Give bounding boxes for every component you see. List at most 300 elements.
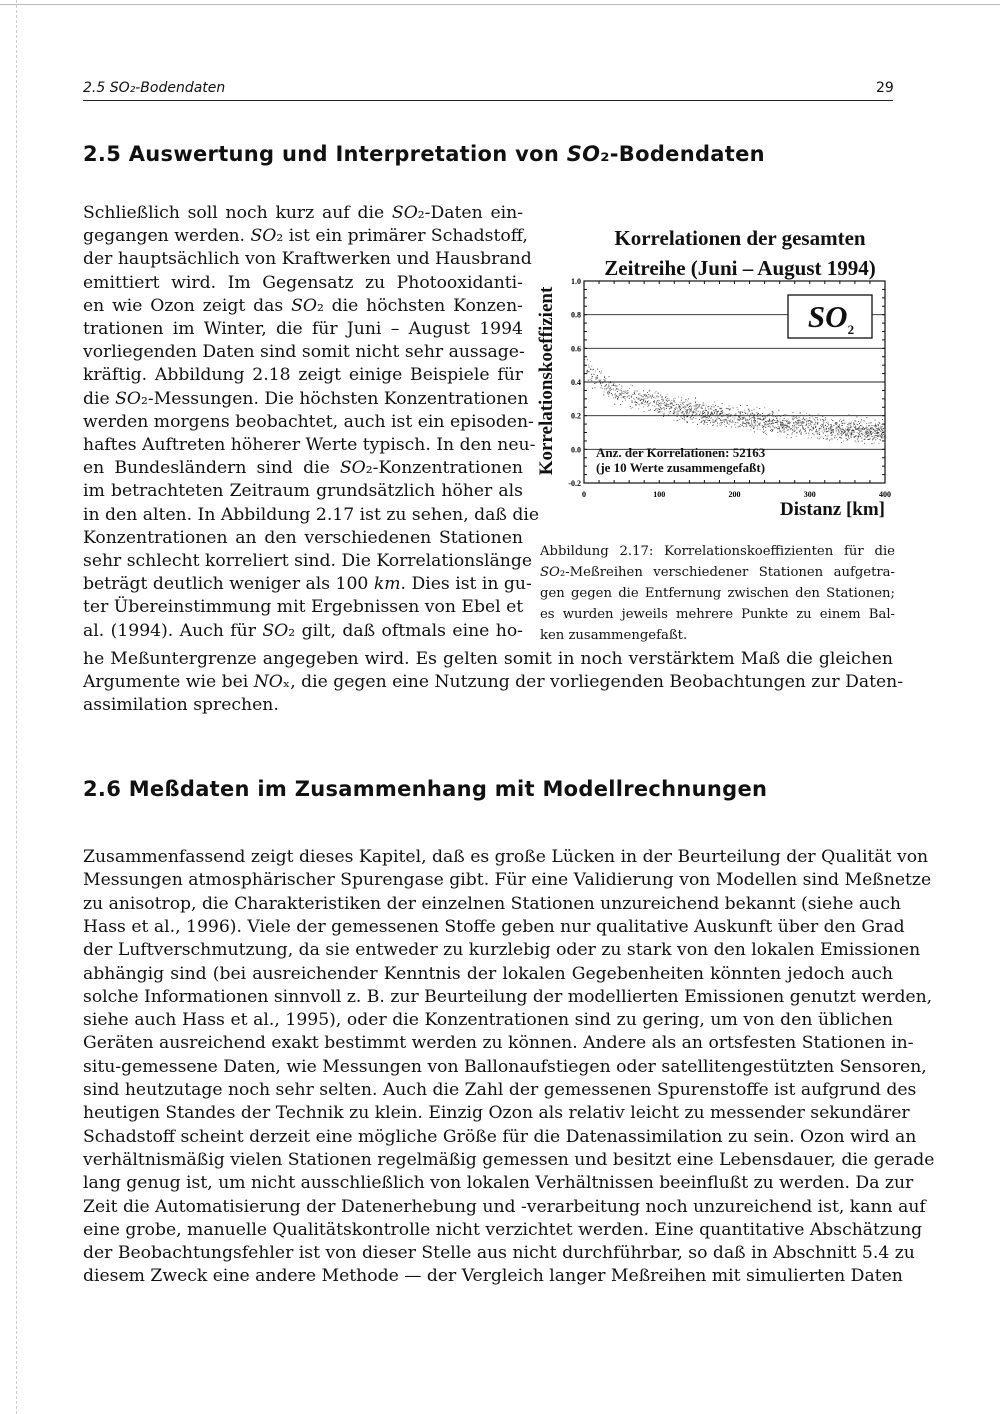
- data-point: [854, 432, 855, 433]
- data-point: [774, 427, 775, 428]
- data-point: [786, 421, 787, 422]
- data-point: [860, 431, 861, 432]
- data-point: [825, 431, 826, 432]
- data-point: [784, 418, 785, 419]
- data-point: [857, 428, 858, 429]
- data-point: [784, 429, 785, 430]
- data-point: [809, 435, 810, 436]
- data-point: [854, 424, 855, 425]
- data-point: [676, 407, 677, 408]
- data-point: [831, 424, 832, 425]
- data-point: [859, 428, 860, 429]
- data-point: [809, 415, 810, 416]
- data-point: [680, 404, 681, 405]
- data-point: [601, 387, 602, 388]
- data-point: [785, 414, 786, 415]
- data-point: [614, 404, 615, 405]
- text-line: kräftig. Abbildung 2.18 zeigt einige Beispiele für: [83, 365, 523, 386]
- data-point: [859, 423, 860, 424]
- data-point: [649, 397, 650, 398]
- data-point: [666, 396, 667, 397]
- data-point: [691, 403, 692, 404]
- data-point: [866, 423, 867, 424]
- data-point: [724, 421, 725, 422]
- data-point: [674, 412, 675, 413]
- data-point: [805, 428, 806, 429]
- data-point: [875, 437, 876, 438]
- text-line: SO₂-Meßreihen verschiedener Stationen aufgetra-: [540, 565, 895, 580]
- data-point: [882, 424, 883, 425]
- running-title: 2.5 SO₂-Bodendaten: [83, 80, 226, 96]
- data-point: [726, 416, 727, 417]
- data-point: [806, 418, 807, 419]
- data-point: [765, 427, 766, 428]
- data-point: [711, 413, 712, 414]
- data-point: [796, 424, 797, 425]
- data-point: [833, 430, 834, 431]
- data-point: [629, 388, 630, 389]
- data-point: [757, 421, 758, 422]
- data-point: [654, 406, 655, 407]
- data-point: [852, 429, 853, 430]
- data-point: [751, 422, 752, 423]
- data-point: [655, 398, 656, 399]
- data-point: [796, 428, 797, 429]
- data-point: [692, 414, 693, 415]
- data-point: [678, 410, 679, 411]
- data-point: [808, 423, 809, 424]
- data-point: [875, 425, 876, 426]
- data-point: [858, 441, 859, 442]
- data-point: [877, 428, 878, 429]
- data-point: [690, 410, 691, 411]
- data-point: [782, 422, 783, 423]
- data-point: [719, 418, 720, 419]
- data-point: [671, 400, 672, 401]
- text-line: vorliegenden Daten sind somit nicht sehr aussage-: [83, 342, 525, 363]
- data-point: [805, 425, 806, 426]
- data-point: [739, 420, 740, 421]
- data-point: [701, 422, 702, 423]
- data-point: [730, 419, 731, 420]
- data-point: [855, 429, 856, 430]
- data-point: [800, 433, 801, 434]
- data-point: [708, 406, 709, 407]
- data-point: [711, 409, 712, 410]
- data-point: [595, 387, 596, 388]
- data-point: [830, 439, 831, 440]
- data-point: [815, 417, 816, 418]
- data-point: [695, 408, 696, 409]
- data-point: [873, 438, 874, 439]
- data-point: [712, 404, 713, 405]
- data-point: [703, 420, 704, 421]
- data-point: [666, 404, 667, 405]
- data-point: [880, 426, 881, 427]
- data-point: [703, 405, 704, 406]
- data-point: [874, 433, 875, 434]
- data-point: [765, 433, 766, 434]
- data-point: [832, 430, 833, 431]
- data-point: [637, 403, 638, 404]
- data-point: [665, 405, 666, 406]
- data-point: [647, 403, 648, 404]
- data-point: [721, 408, 722, 409]
- data-point: [605, 378, 606, 379]
- data-point: [701, 421, 702, 422]
- data-point: [717, 423, 718, 424]
- data-point: [854, 423, 855, 424]
- data-point: [737, 407, 738, 408]
- data-point: [875, 439, 876, 440]
- data-point: [823, 422, 824, 423]
- data-point: [717, 412, 718, 413]
- data-point: [713, 424, 714, 425]
- data-point: [825, 417, 826, 418]
- data-point: [745, 420, 746, 421]
- data-point: [823, 427, 824, 428]
- data-point: [720, 415, 721, 416]
- data-point: [685, 399, 686, 400]
- data-point: [846, 436, 847, 437]
- data-point: [848, 431, 849, 432]
- data-point: [877, 430, 878, 431]
- data-point: [869, 435, 870, 436]
- data-point: [621, 388, 622, 389]
- data-point: [691, 408, 692, 409]
- data-point: [752, 425, 753, 426]
- data-point: [678, 406, 679, 407]
- data-point: [620, 394, 621, 395]
- data-point: [768, 426, 769, 427]
- data-point: [694, 415, 695, 416]
- data-point: [869, 423, 870, 424]
- data-point: [817, 434, 818, 435]
- data-point: [683, 415, 684, 416]
- data-point: [762, 431, 763, 432]
- data-point: [880, 431, 881, 432]
- data-point: [802, 426, 803, 427]
- data-point: [732, 415, 733, 416]
- data-point: [872, 439, 873, 440]
- data-point: [625, 396, 626, 397]
- data-point: [732, 422, 733, 423]
- data-point: [635, 404, 636, 405]
- data-point: [728, 420, 729, 421]
- data-point: [631, 396, 632, 397]
- data-point: [681, 413, 682, 414]
- data-point: [593, 369, 594, 370]
- data-point: [707, 416, 708, 417]
- data-point: [588, 380, 589, 381]
- y-tick-label: 0.4: [571, 378, 581, 387]
- annotation-count: Anz. der Korrelationen: 52163: [596, 445, 766, 460]
- data-point: [604, 376, 605, 377]
- data-point: [781, 415, 782, 416]
- data-point: [845, 428, 846, 429]
- data-point: [678, 411, 679, 412]
- data-point: [854, 427, 855, 428]
- data-point: [854, 437, 855, 438]
- data-point: [587, 371, 588, 372]
- data-point: [872, 429, 873, 430]
- data-point: [663, 401, 664, 402]
- data-point: [749, 425, 750, 426]
- data-point: [775, 422, 776, 423]
- data-point: [808, 433, 809, 434]
- data-point: [660, 407, 661, 408]
- data-point: [791, 428, 792, 429]
- data-point: [614, 394, 615, 395]
- data-point: [610, 390, 611, 391]
- data-point: [812, 427, 813, 428]
- data-point: [728, 408, 729, 409]
- data-point: [855, 421, 856, 422]
- data-point: [744, 416, 745, 417]
- data-point: [792, 432, 793, 433]
- data-point: [852, 430, 853, 431]
- data-point: [850, 425, 851, 426]
- data-point: [820, 425, 821, 426]
- data-point: [837, 433, 838, 434]
- data-point: [689, 412, 690, 413]
- text-line: Argumente wie bei NOₓ, die gegen eine Nutzung der vorliegenden Beobachtungen zur Daten-: [83, 672, 904, 693]
- data-point: [749, 410, 750, 411]
- data-point: [617, 399, 618, 400]
- data-point: [591, 374, 592, 375]
- data-point: [727, 417, 728, 418]
- data-point: [707, 420, 708, 421]
- data-point: [819, 434, 820, 435]
- data-point: [703, 413, 704, 414]
- data-point: [721, 413, 722, 414]
- data-point: [695, 401, 696, 402]
- data-point: [748, 409, 749, 410]
- data-point: [720, 425, 721, 426]
- data-point: [828, 428, 829, 429]
- data-point: [837, 428, 838, 429]
- data-point: [695, 402, 696, 403]
- data-point: [636, 402, 637, 403]
- data-point: [827, 431, 828, 432]
- data-point: [629, 395, 630, 396]
- data-point: [784, 431, 785, 432]
- data-point: [855, 426, 856, 427]
- data-point: [616, 388, 617, 389]
- data-point: [693, 422, 694, 423]
- data-point: [837, 423, 838, 424]
- data-point: [873, 425, 874, 426]
- data-point: [850, 427, 851, 428]
- data-point: [619, 384, 620, 385]
- data-point: [798, 422, 799, 423]
- data-point: [708, 406, 709, 407]
- data-point: [692, 419, 693, 420]
- data-point: [617, 391, 618, 392]
- data-point: [771, 431, 772, 432]
- data-point: [663, 416, 664, 417]
- data-point: [687, 401, 688, 402]
- data-point: [841, 425, 842, 426]
- data-point: [644, 398, 645, 399]
- data-point: [754, 422, 755, 423]
- data-point: [623, 393, 624, 394]
- data-point: [834, 425, 835, 426]
- data-point: [611, 389, 612, 390]
- text-line: diesem Zweck eine andere Methode — der Vergleich langer Meßreihen mit simulierten Daten: [83, 1266, 903, 1287]
- data-point: [881, 433, 882, 434]
- data-point: [695, 405, 696, 406]
- data-point: [787, 430, 788, 431]
- data-point: [600, 383, 601, 384]
- data-point: [646, 398, 647, 399]
- data-point: [666, 406, 667, 407]
- data-point: [722, 413, 723, 414]
- data-point: [858, 435, 859, 436]
- data-point: [881, 437, 882, 438]
- data-point: [709, 420, 710, 421]
- data-point: [811, 430, 812, 431]
- data-point: [635, 401, 636, 402]
- data-point: [882, 419, 883, 420]
- data-point: [676, 408, 677, 409]
- data-point: [726, 408, 727, 409]
- data-point: [754, 415, 755, 416]
- data-point: [645, 394, 646, 395]
- data-point: [621, 390, 622, 391]
- data-point: [684, 408, 685, 409]
- data-point: [632, 402, 633, 403]
- data-point: [785, 424, 786, 425]
- data-point: [674, 401, 675, 402]
- data-point: [705, 420, 706, 421]
- data-point: [706, 410, 707, 411]
- data-point: [641, 395, 642, 396]
- data-point: [787, 415, 788, 416]
- data-point: [811, 426, 812, 427]
- data-point: [718, 406, 719, 407]
- data-point: [602, 382, 603, 383]
- data-point: [725, 420, 726, 421]
- data-point: [595, 371, 596, 372]
- data-point: [680, 410, 681, 411]
- data-point: [727, 414, 728, 415]
- data-point: [712, 419, 713, 420]
- data-point: [677, 416, 678, 417]
- data-point: [730, 408, 731, 409]
- data-point: [772, 429, 773, 430]
- data-point: [777, 416, 778, 417]
- data-point: [656, 408, 657, 409]
- data-point: [620, 404, 621, 405]
- data-point: [600, 381, 601, 382]
- data-point: [831, 419, 832, 420]
- data-point: [804, 429, 805, 430]
- data-point: [867, 429, 868, 430]
- data-point: [679, 408, 680, 409]
- data-point: [750, 425, 751, 426]
- data-point: [877, 438, 878, 439]
- data-point: [763, 419, 764, 420]
- data-point: [696, 415, 697, 416]
- data-point: [788, 423, 789, 424]
- text-line: eine grobe, manuelle Qualitätskontrolle nicht verzichtet werden. Eine quantitative Abschätzung: [83, 1219, 923, 1240]
- data-point: [862, 434, 863, 435]
- data-point: [799, 417, 800, 418]
- data-point: [846, 435, 847, 436]
- data-point: [781, 424, 782, 425]
- data-point: [794, 425, 795, 426]
- data-point: [771, 423, 772, 424]
- data-point: [877, 433, 878, 434]
- data-point: [880, 435, 881, 436]
- data-point: [878, 424, 879, 425]
- data-point: [669, 406, 670, 407]
- data-point: [855, 441, 856, 442]
- data-point: [884, 440, 885, 441]
- data-point: [740, 414, 741, 415]
- data-point: [862, 433, 863, 434]
- data-point: [594, 374, 595, 375]
- data-point: [800, 425, 801, 426]
- data-point: [710, 418, 711, 419]
- data-point: [674, 412, 675, 413]
- data-point: [670, 403, 671, 404]
- data-point: [615, 398, 616, 399]
- data-point: [708, 415, 709, 416]
- data-point: [627, 396, 628, 397]
- data-point: [856, 436, 857, 437]
- data-point: [798, 427, 799, 428]
- data-point: [600, 382, 601, 383]
- data-point: [846, 438, 847, 439]
- data-point: [674, 405, 675, 406]
- data-point: [820, 437, 821, 438]
- data-point: [815, 422, 816, 423]
- chart-title-line2: Zeitreihe (Juni – August 1994): [604, 256, 876, 280]
- data-point: [783, 420, 784, 421]
- data-point: [777, 428, 778, 429]
- data-point: [754, 414, 755, 415]
- data-point: [769, 419, 770, 420]
- data-point: [882, 438, 883, 439]
- data-point: [748, 423, 749, 424]
- data-point: [848, 414, 849, 415]
- data-point: [711, 406, 712, 407]
- data-point: [831, 432, 832, 433]
- data-point: [645, 402, 646, 403]
- data-point: [868, 433, 869, 434]
- text-line: in den alten. In Abbildung 2.17 ist zu sehen, daß die: [83, 504, 539, 525]
- data-point: [638, 408, 639, 409]
- data-point: [835, 423, 836, 424]
- data-point: [762, 425, 763, 426]
- data-point: [726, 426, 727, 427]
- data-point: [683, 411, 684, 412]
- data-point: [594, 383, 595, 384]
- data-point: [757, 425, 758, 426]
- data-point: [794, 418, 795, 419]
- data-point: [658, 397, 659, 398]
- data-point: [826, 429, 827, 430]
- data-point: [838, 429, 839, 430]
- data-point: [826, 422, 827, 423]
- data-point: [675, 402, 676, 403]
- data-point: [825, 419, 826, 420]
- data-point: [785, 420, 786, 421]
- data-point: [749, 423, 750, 424]
- data-point: [772, 411, 773, 412]
